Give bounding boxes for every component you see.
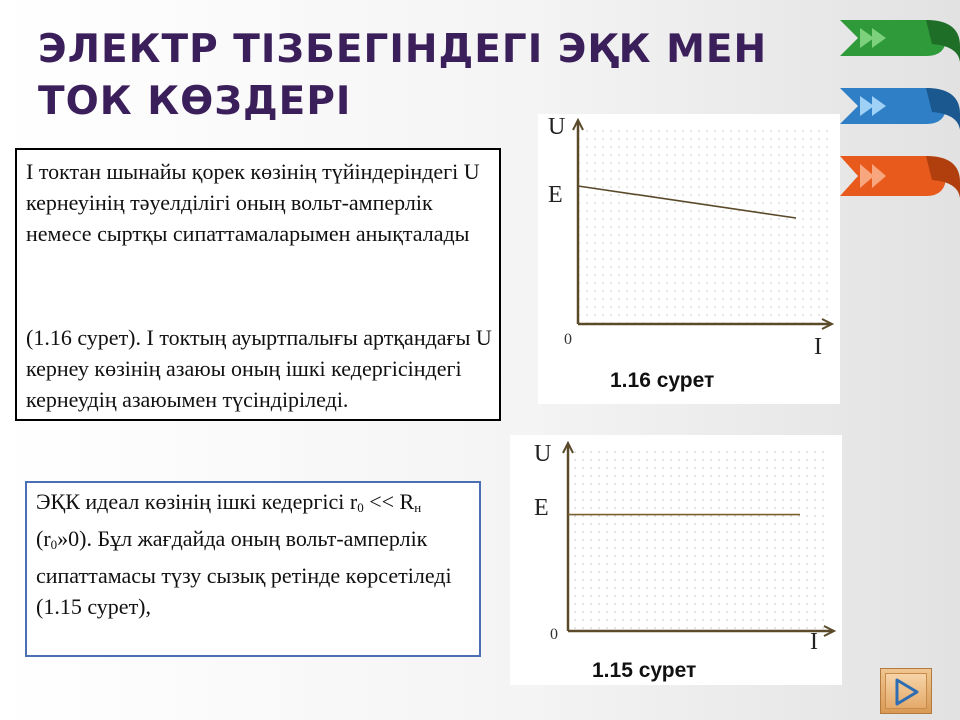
origin-label: 0	[550, 626, 558, 643]
paragraph-2: (1.16 сурет). І токтың ауыртпалығы артқандағы U кернеу көзінің азаюы оның ішкі кедергісіндегі кернеудің азаюымен түсіндіріледі.	[26, 325, 492, 412]
x-axis-label: I	[814, 334, 822, 360]
slide-title	[38, 24, 858, 128]
subscript-r0-2: 0	[50, 537, 58, 552]
title-line-1: ЭЛЕКТР ТІЗБЕГІНДЕГІ ЭҚК МЕН	[38, 27, 768, 72]
graph-caption: 1.16 сурет	[610, 369, 715, 392]
green-ribbon	[840, 6, 960, 70]
grid	[578, 124, 828, 324]
paragraph-3-part3: (r	[36, 526, 51, 551]
y-axis-label: U	[548, 114, 566, 140]
graph-caption: 1.15 сурет	[592, 659, 697, 682]
y-axis-label: U	[534, 441, 552, 467]
subscript-r0: 0	[357, 500, 364, 515]
orange-ribbon	[840, 138, 960, 218]
play-triangle-icon	[895, 678, 919, 706]
e-marker-label: E	[534, 495, 549, 521]
blue-ribbon	[840, 74, 960, 138]
paragraph-3	[36, 486, 476, 622]
paragraph-3-part1: ЭҚК идеал көзінің ішкі кедергісі r	[36, 489, 358, 514]
x-axis-label: I	[810, 629, 818, 655]
e-marker-label: E	[548, 182, 563, 208]
paragraph-3-part4: »0). Бұл жағдайда оның вольт-амперлік сипаттамасы түзу сызық ретінде көрсетіледі (1.15 сурет),	[36, 526, 452, 619]
paragraph-1: І токтан шынайы қорек көзінің түйіндеріндегі U кернеуінің тәуелділігі оның вольт-амперлік немесе сыртқы сипаттамаларымен анықталады	[26, 159, 480, 246]
subscript-rn: н	[414, 500, 422, 515]
next-slide-button[interactable]	[880, 668, 932, 714]
title-line-2: ТОК КӨЗДЕРІ	[38, 79, 352, 124]
graph-1-16	[538, 114, 840, 404]
graph-1-16-svg	[538, 114, 840, 404]
paragraph-3-part2: << R	[363, 489, 415, 514]
graph-1-15-svg	[510, 435, 842, 685]
origin-label: 0	[564, 331, 572, 348]
grid	[568, 449, 830, 631]
graph-1-15	[510, 435, 842, 685]
